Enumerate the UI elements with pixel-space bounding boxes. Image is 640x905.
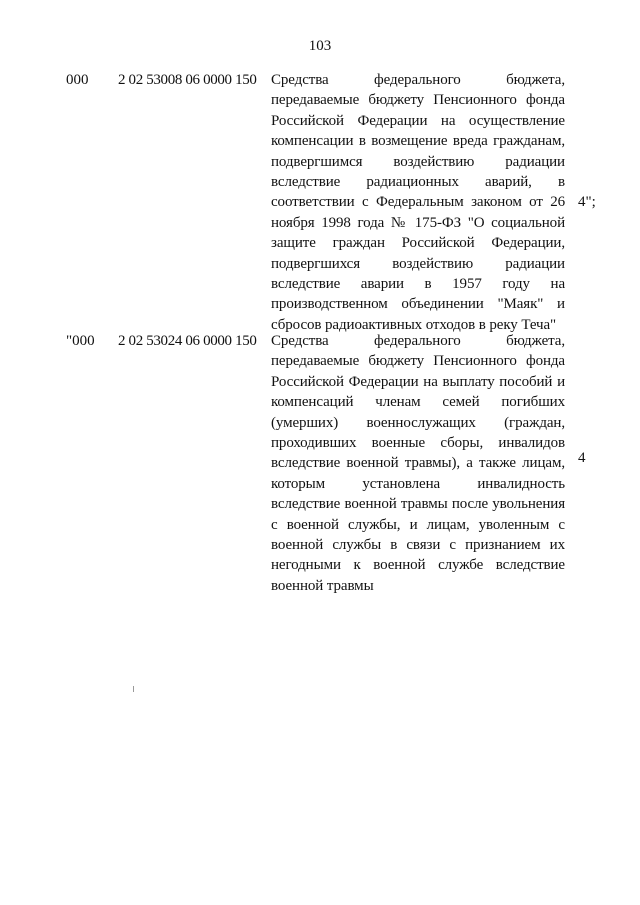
amount: 4"; — [578, 194, 596, 210]
budget-classification-code: 2 02 53024 06 0000 150 — [118, 333, 257, 349]
admin-code: 000 — [66, 72, 89, 88]
admin-code: "000 — [66, 333, 95, 349]
income-description: Средства федерального бюджета, передаваемые бюджету Пенсионного фонда Российской Федерации на выплату пособий и компенсаций членам семей погибших (умерших) военнослужащих (граждан, проходивших военные сборы, инвалидов вследствие военной травмы), а также лицам, которым установлена инвалидность вследствие военной травмы после увольнения с военной службы, и лицам, уволенным с военной службы в связи с признанием их негодными к военной службе вследствие военной травмы — [271, 333, 565, 594]
amount: 4 — [578, 450, 586, 466]
scan-speck — [133, 686, 134, 692]
page-number: 103 — [308, 38, 332, 54]
income-description: Средства федерального бюджета, передаваемые бюджету Пенсионного фонда Российской Федерации на осуществление компенсации в возмещение вреда гражданам, подвергшимся воздействию радиации вследствие радиационных аварий, в соответствии с Федеральным законом от 26 ноября 1998 года № 175-ФЗ "О социальной защите граждан Российской Федерации, подвергшихся воздействию радиации вследствие аварии в 1957 году на производственном объединении "Маяк" и сбросов радиоактивных отходов в реку Теча" — [271, 72, 565, 333]
budget-classification-code: 2 02 53008 06 0000 150 — [118, 72, 257, 88]
